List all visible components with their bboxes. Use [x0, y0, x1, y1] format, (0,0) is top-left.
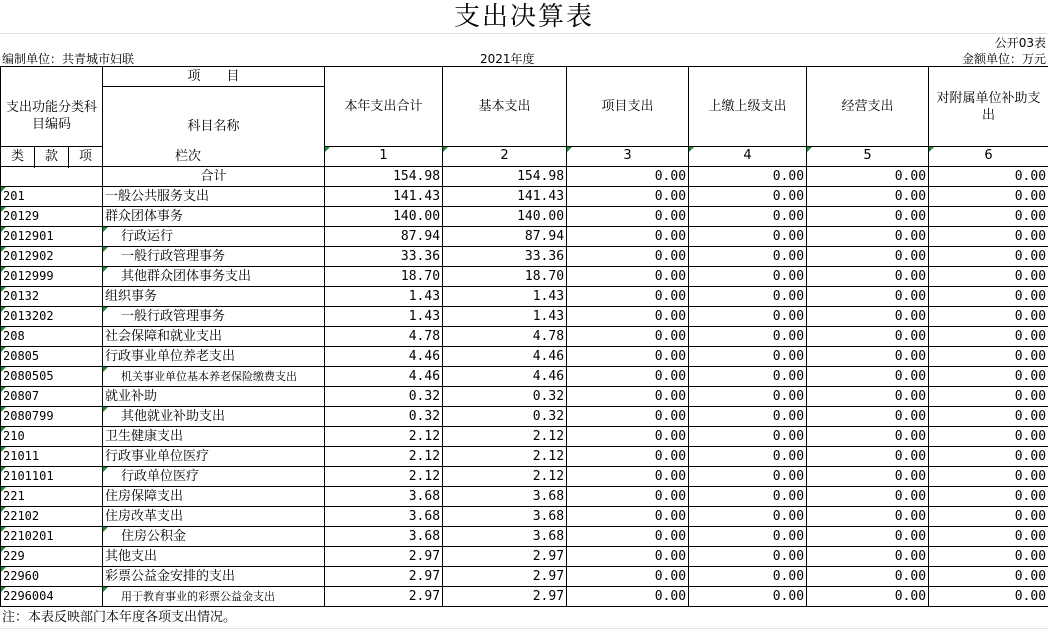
- row-value: 0.00: [689, 387, 807, 407]
- row-code: 22102: [1, 507, 103, 527]
- col-header: 基本支出: [443, 67, 567, 147]
- row-code: 2013202: [1, 307, 103, 327]
- row-value: 0.00: [807, 487, 929, 507]
- row-value: 141.43: [325, 187, 443, 207]
- row-code: 20807: [1, 387, 103, 407]
- row-code: 2012902: [1, 247, 103, 267]
- form-number: 公开03表: [994, 36, 1046, 50]
- code-cell: [1, 167, 103, 187]
- row-subject-name: 卫生健康支出: [103, 427, 325, 447]
- row-value: 0.00: [689, 327, 807, 347]
- row-value: 0.00: [807, 507, 929, 527]
- row-value: 0.00: [567, 267, 689, 287]
- row-value: 0.00: [689, 227, 807, 247]
- row-value: 0.00: [929, 187, 1048, 207]
- row-code: 21011: [1, 447, 103, 467]
- row-subject-name: 一般行政管理事务: [103, 247, 325, 267]
- row-value: 1.43: [325, 307, 443, 327]
- row-value: 0.00: [807, 427, 929, 447]
- row-value: 1.43: [443, 287, 567, 307]
- total-row: [1, 167, 1048, 187]
- row-value: 2.97: [325, 587, 443, 607]
- col-header: 项目支出: [567, 67, 689, 147]
- row-value: 0.00: [929, 587, 1048, 607]
- column-index-label: 栏次: [175, 149, 202, 164]
- col-header: 上缴上级支出: [689, 67, 807, 147]
- row-subject-name: 就业补助: [103, 387, 325, 407]
- col-number: 3: [567, 147, 689, 167]
- row-value: 0.32: [443, 407, 567, 427]
- row-value: 4.78: [325, 327, 443, 347]
- row-value: 0.00: [567, 507, 689, 527]
- divider: [0, 33, 1048, 34]
- row-subject-name: 行政单位医疗: [103, 467, 325, 487]
- row-value: 0.00: [567, 327, 689, 347]
- total-value: 0.00: [807, 167, 929, 187]
- row-value: 0.00: [567, 247, 689, 267]
- row-value: 0.00: [929, 547, 1048, 567]
- row-value: 3.68: [443, 527, 567, 547]
- row-value: 0.00: [929, 227, 1048, 247]
- row-subject-name: 其他就业补助支出: [103, 407, 325, 427]
- row-value: 0.00: [807, 327, 929, 347]
- row-value: 0.00: [689, 347, 807, 367]
- col-header: 对附属单位补助支出: [929, 67, 1048, 147]
- row-value: 2.97: [443, 547, 567, 567]
- row-code: 20132: [1, 287, 103, 307]
- table-row: [1, 307, 1048, 327]
- row-value: 0.00: [689, 207, 807, 227]
- row-value: 3.68: [325, 487, 443, 507]
- col-header: 本年支出合计: [325, 67, 443, 147]
- row-value: 0.00: [567, 187, 689, 207]
- col-number: 5: [807, 147, 929, 167]
- row-value: 0.00: [807, 567, 929, 587]
- total-value: 0.00: [567, 167, 689, 187]
- row-value: 2.12: [443, 467, 567, 487]
- row-value: 2.97: [325, 547, 443, 567]
- row-subject-name: 其他支出: [103, 547, 325, 567]
- header-lei: 类: [1, 147, 35, 167]
- row-value: 3.68: [443, 487, 567, 507]
- header-func-code: 支出功能分类科目编码: [1, 87, 103, 147]
- row-value: 3.68: [443, 507, 567, 527]
- table-row: [1, 547, 1048, 567]
- row-value: 18.70: [443, 267, 567, 287]
- divider: [0, 628, 1048, 629]
- row-value: 4.46: [325, 347, 443, 367]
- row-value: 0.00: [929, 507, 1048, 527]
- row-value: 0.00: [929, 207, 1048, 227]
- row-value: 0.00: [929, 427, 1048, 447]
- col-number: 1: [325, 147, 443, 167]
- table-row: [1, 287, 1048, 307]
- row-value: 0.00: [689, 247, 807, 267]
- row-value: 0.00: [689, 407, 807, 427]
- table-row: [1, 247, 1048, 267]
- row-code: 221: [1, 487, 103, 507]
- row-subject-name: 机关事业单位基本养老保险缴费支出: [103, 367, 325, 387]
- row-value: 0.00: [567, 367, 689, 387]
- table-row: [1, 527, 1048, 547]
- table-row: [1, 187, 1048, 207]
- row-value: 0.00: [807, 187, 929, 207]
- row-value: 0.00: [929, 467, 1048, 487]
- row-value: 140.00: [443, 207, 567, 227]
- table-row: [1, 567, 1048, 587]
- row-value: 1.43: [443, 307, 567, 327]
- row-value: 2.97: [443, 567, 567, 587]
- row-code: 201: [1, 187, 103, 207]
- row-value: 0.00: [929, 307, 1048, 327]
- row-code: 2080799: [1, 407, 103, 427]
- row-value: 3.68: [325, 507, 443, 527]
- row-value: 2.12: [325, 427, 443, 447]
- table-row: [1, 507, 1048, 527]
- row-value: 0.00: [929, 527, 1048, 547]
- row-subject-name: 群众团体事务: [103, 207, 325, 227]
- table-row: [1, 367, 1048, 387]
- header-blank: [1, 67, 103, 87]
- row-value: 0.00: [689, 187, 807, 207]
- total-value: 0.00: [929, 167, 1048, 187]
- col-number: 6: [929, 147, 1048, 167]
- row-subject-name: 一般公共服务支出: [103, 187, 325, 207]
- row-code: 2080505: [1, 367, 103, 387]
- row-value: 1.43: [325, 287, 443, 307]
- row-value: 0.00: [567, 287, 689, 307]
- row-value: 0.00: [929, 327, 1048, 347]
- row-value: 0.00: [567, 207, 689, 227]
- row-value: 0.00: [689, 567, 807, 587]
- row-value: 0.00: [807, 227, 929, 247]
- row-value: 0.00: [807, 267, 929, 287]
- report-title: 支出决算表: [453, 2, 594, 32]
- col-number: 2: [443, 147, 567, 167]
- row-value: 0.00: [689, 527, 807, 547]
- row-code: 2210201: [1, 527, 103, 547]
- row-value: 0.00: [929, 267, 1048, 287]
- org-name: 编制单位：共青城市妇联: [2, 52, 135, 66]
- row-value: 0.00: [567, 307, 689, 327]
- row-subject-name: 住房保障支出: [103, 487, 325, 507]
- footnote: 注：本表反映部门本年度各项支出情况。: [2, 610, 237, 625]
- table-row: [1, 487, 1048, 507]
- header-subject-name: 科目名称: [103, 87, 325, 167]
- row-value: 33.36: [325, 247, 443, 267]
- row-value: 0.00: [807, 367, 929, 387]
- row-subject-name: 社会保障和就业支出: [103, 327, 325, 347]
- table-row: [1, 387, 1048, 407]
- row-value: 0.00: [929, 367, 1048, 387]
- row-value: 2.97: [325, 567, 443, 587]
- row-value: 0.00: [689, 507, 807, 527]
- row-code: 20805: [1, 347, 103, 367]
- row-code: 2101101: [1, 467, 103, 487]
- row-value: 0.00: [689, 467, 807, 487]
- row-value: 0.00: [807, 347, 929, 367]
- row-subject-name: 行政事业单位养老支出: [103, 347, 325, 367]
- row-value: 0.00: [807, 587, 929, 607]
- row-value: 0.00: [807, 207, 929, 227]
- table-row: [1, 427, 1048, 447]
- row-value: 3.68: [325, 527, 443, 547]
- row-value: 2.12: [325, 467, 443, 487]
- row-value: 0.00: [567, 447, 689, 467]
- row-value: 0.00: [807, 467, 929, 487]
- header-item-group: 项 目: [103, 67, 325, 87]
- row-value: 0.00: [567, 587, 689, 607]
- row-value: 0.00: [807, 287, 929, 307]
- table-row: [1, 267, 1048, 287]
- row-value: 4.46: [443, 367, 567, 387]
- header-kuan: 款: [35, 147, 69, 167]
- row-code: 229: [1, 547, 103, 567]
- row-value: 4.46: [443, 347, 567, 367]
- row-subject-name: 一般行政管理事务: [103, 307, 325, 327]
- row-value: 0.00: [929, 487, 1048, 507]
- row-value: 2.97: [443, 587, 567, 607]
- row-value: 0.00: [567, 487, 689, 507]
- row-subject-name: 住房改革支出: [103, 507, 325, 527]
- col-header: 经营支出: [807, 67, 929, 147]
- row-subject-name: 组织事务: [103, 287, 325, 307]
- row-code: 2296004: [1, 587, 103, 607]
- row-code: 208: [1, 327, 103, 347]
- row-value: 0.00: [807, 387, 929, 407]
- row-value: 87.94: [443, 227, 567, 247]
- row-value: 18.70: [325, 267, 443, 287]
- fiscal-year: 2021年度: [480, 52, 535, 66]
- row-value: 2.12: [443, 447, 567, 467]
- row-value: 0.00: [567, 227, 689, 247]
- row-value: 0.00: [689, 367, 807, 387]
- row-value: 0.00: [689, 267, 807, 287]
- total-value: 154.98: [443, 167, 567, 187]
- row-value: 0.00: [929, 287, 1048, 307]
- table-row: [1, 227, 1048, 247]
- row-value: 0.00: [929, 447, 1048, 467]
- row-value: 0.00: [567, 347, 689, 367]
- row-value: 0.00: [689, 307, 807, 327]
- row-subject-name: 用于教育事业的彩票公益金支出: [103, 587, 325, 607]
- row-value: 0.00: [567, 567, 689, 587]
- row-value: 141.43: [443, 187, 567, 207]
- total-value: 154.98: [325, 167, 443, 187]
- row-value: 0.00: [689, 427, 807, 447]
- row-value: 0.00: [689, 547, 807, 567]
- row-value: 0.00: [567, 467, 689, 487]
- row-value: 0.00: [689, 287, 807, 307]
- row-value: 0.00: [929, 567, 1048, 587]
- row-value: 0.00: [689, 487, 807, 507]
- row-subject-name: 其他群众团体事务支出: [103, 267, 325, 287]
- row-value: 33.36: [443, 247, 567, 267]
- amount-unit: 金额单位：万元: [961, 52, 1046, 66]
- row-value: 0.32: [325, 387, 443, 407]
- table-row: [1, 347, 1048, 367]
- row-value: 0.00: [929, 247, 1048, 267]
- row-subject-name: 住房公积金: [103, 527, 325, 547]
- row-value: 0.00: [929, 407, 1048, 427]
- row-subject-name: 行政运行: [103, 227, 325, 247]
- row-value: 2.12: [443, 427, 567, 447]
- row-value: 0.00: [567, 407, 689, 427]
- row-value: 0.00: [807, 527, 929, 547]
- table-row: [1, 467, 1048, 487]
- table-row: [1, 447, 1048, 467]
- row-value: 87.94: [325, 227, 443, 247]
- row-value: 0.00: [807, 307, 929, 327]
- col-number: 4: [689, 147, 807, 167]
- row-value: 0.00: [689, 447, 807, 467]
- row-value: 0.00: [689, 587, 807, 607]
- row-code: 2012901: [1, 227, 103, 247]
- row-value: 0.00: [807, 547, 929, 567]
- row-value: 0.00: [567, 387, 689, 407]
- row-value: 0.32: [325, 407, 443, 427]
- table-row: [1, 407, 1048, 427]
- row-value: 4.46: [325, 367, 443, 387]
- row-value: 0.00: [807, 407, 929, 427]
- row-value: 4.78: [443, 327, 567, 347]
- row-value: 0.00: [929, 347, 1048, 367]
- row-value: 0.00: [807, 447, 929, 467]
- row-code: 2012999: [1, 267, 103, 287]
- table-row: [1, 587, 1048, 607]
- table-row: [1, 327, 1048, 347]
- row-subject-name: 行政事业单位医疗: [103, 447, 325, 467]
- row-value: 0.00: [567, 427, 689, 447]
- row-value: 2.12: [325, 447, 443, 467]
- row-code: 210: [1, 427, 103, 447]
- row-value: 0.00: [567, 547, 689, 567]
- header-xiang: 项: [69, 147, 103, 167]
- row-value: 0.00: [929, 387, 1048, 407]
- row-value: 0.32: [443, 387, 567, 407]
- total-label: 合计: [103, 167, 325, 187]
- row-subject-name: 彩票公益金安排的支出: [103, 567, 325, 587]
- row-code: 20129: [1, 207, 103, 227]
- table-row: [1, 207, 1048, 227]
- row-code: 22960: [1, 567, 103, 587]
- row-value: 0.00: [567, 527, 689, 547]
- row-value: 140.00: [325, 207, 443, 227]
- expenditure-table: [0, 66, 1048, 607]
- row-value: 0.00: [807, 247, 929, 267]
- total-value: 0.00: [689, 167, 807, 187]
